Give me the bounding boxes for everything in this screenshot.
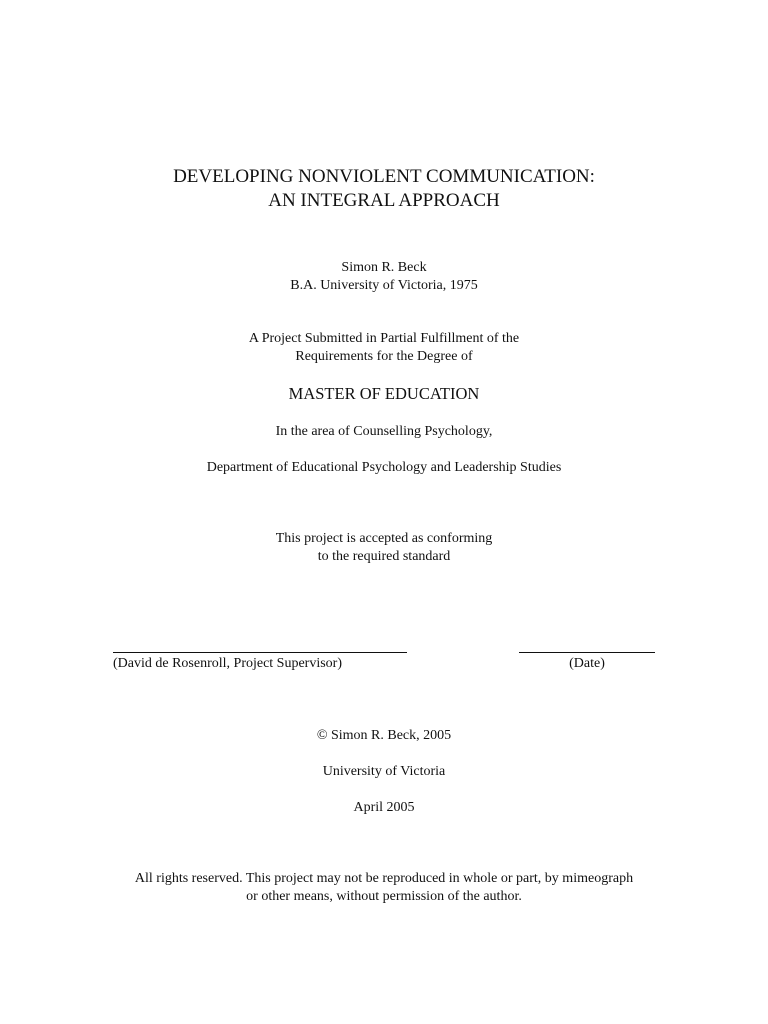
university-name: University of Victoria — [322, 764, 446, 779]
title-line-1: DEVELOPING NONVIOLENT COMMUNICATION: — [173, 166, 595, 187]
submission-line-1: A Project Submitted in Partial Fulfillment of the — [248, 331, 520, 346]
department-name: Department of Educational Psychology and Leadership Studies — [206, 460, 562, 475]
submission-line-2: Requirements for the Degree of — [295, 349, 473, 364]
title-line-2: AN INTEGRAL APPROACH — [268, 190, 500, 211]
rights-line-2: or other means, without permission of the author. — [246, 889, 522, 904]
supervisor-label: (David de Rosenroll, Project Supervisor) — [113, 656, 343, 671]
rights-line-1: All rights reserved. This project may not be reproduced in whole or part, by mimeograph — [134, 871, 634, 886]
degree-title: MASTER OF EDUCATION — [288, 384, 480, 403]
publication-date: April 2005 — [353, 800, 415, 815]
area-of-study: In the area of Counselling Psychology, — [275, 424, 493, 439]
author-name: Simon R. Beck — [341, 260, 427, 275]
acceptance-line-1: This project is accepted as conforming — [275, 531, 493, 546]
date-label: (Date) — [569, 656, 605, 671]
date-signature-line — [519, 652, 655, 653]
acceptance-line-2: to the required standard — [317, 549, 451, 564]
copyright-notice: © Simon R. Beck, 2005 — [316, 728, 452, 743]
supervisor-signature-line — [113, 652, 407, 653]
author-prior-degree: B.A. University of Victoria, 1975 — [290, 278, 478, 293]
